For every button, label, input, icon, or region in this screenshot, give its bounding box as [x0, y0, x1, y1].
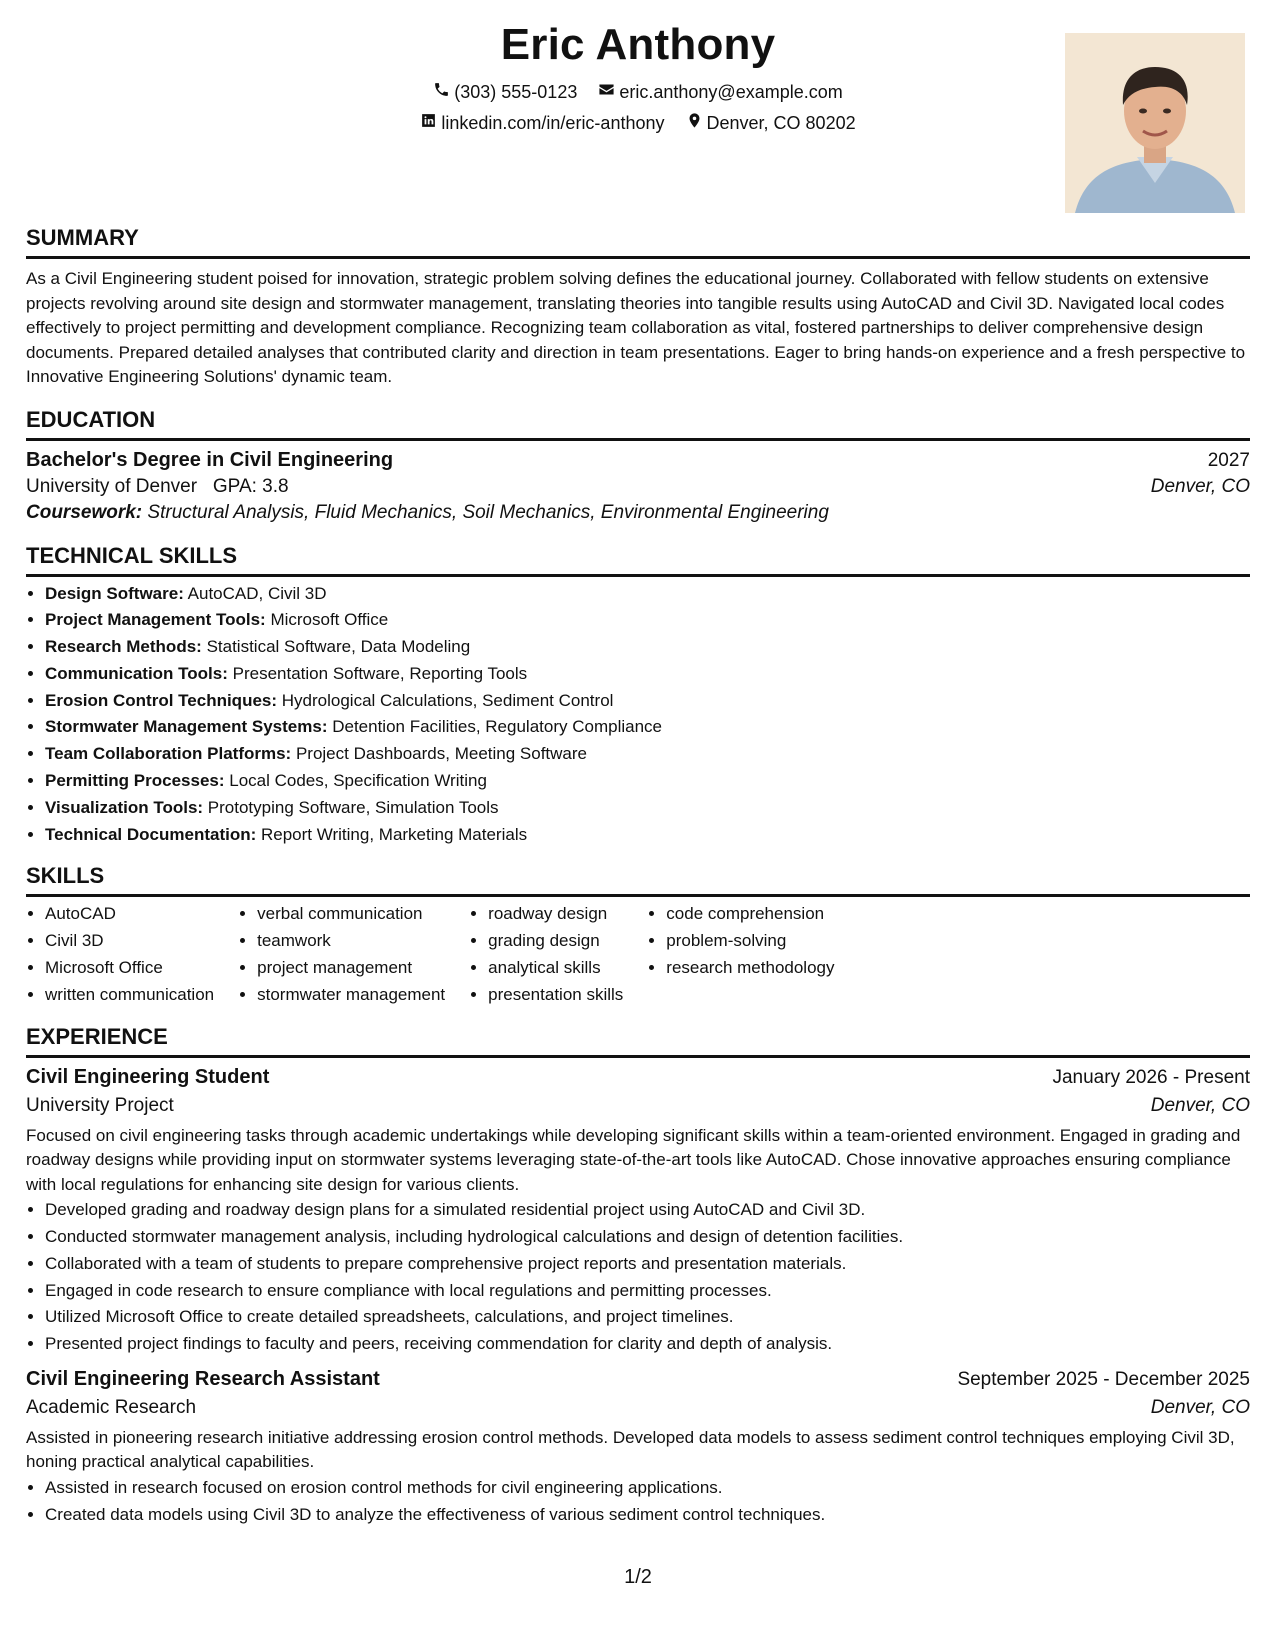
- job-org-row: [26, 1397, 1250, 1419]
- page-number: 1/2: [624, 1566, 652, 1588]
- email-contact[interactable]: [598, 80, 842, 104]
- skill-value: Report Writing, Marketing Materials: [261, 824, 528, 844]
- job-bullets: [26, 1197, 1250, 1358]
- technical-skills-list: [26, 581, 1250, 849]
- skill-label: Technical Documentation:: [45, 824, 257, 844]
- list-item: [45, 768, 1250, 795]
- list-item: • Microsoft Office: [45, 955, 214, 982]
- coursework-label: Coursework:: [26, 501, 143, 523]
- email-address[interactable]: eric.anthony@example.com: [619, 82, 843, 102]
- job-dates: January 2026 - Present: [1052, 1066, 1250, 1088]
- skills-column-3: [469, 901, 623, 1008]
- school-info: [26, 476, 289, 498]
- skill-label: Team Collaboration Platforms:: [45, 744, 292, 764]
- list-item: [45, 714, 1250, 741]
- list-item: [45, 661, 1250, 688]
- list-item: • research methodology: [666, 955, 834, 982]
- job-title-row: [26, 1066, 1250, 1089]
- graduation-year: 2027: [1207, 449, 1250, 471]
- skill-label: Permitting Processes:: [45, 771, 225, 791]
- summary-section: [26, 224, 1250, 390]
- list-item: • teamwork: [257, 928, 445, 955]
- coursework-list: Structural Analysis, Fluid Mechanics, Soil Mechanics, Environmental Engineering: [147, 501, 829, 523]
- education-heading: EDUCATION: [26, 406, 1250, 441]
- school-name: University of Denver: [26, 475, 198, 497]
- phone-contact: [433, 80, 577, 104]
- list-item: [45, 581, 1250, 608]
- list-item: • verbal communication: [257, 901, 445, 928]
- location-contact: [686, 111, 856, 135]
- skills-heading: SKILLS: [26, 862, 1250, 897]
- education-section: [26, 406, 1250, 524]
- list-item: • Civil 3D: [45, 928, 214, 955]
- list-item: [45, 822, 1250, 849]
- list-item: • Collaborated with a team of students to prepare comprehensive project reports and presentation materials.: [45, 1251, 1250, 1278]
- list-item: • problem-solving: [666, 928, 834, 955]
- phone-number: (303) 555-0123: [454, 82, 578, 102]
- skill-value: Statistical Software, Data Modeling: [206, 637, 471, 657]
- school-location: Denver, CO: [1150, 475, 1250, 497]
- skill-value: AutoCAD, Civil 3D: [187, 583, 327, 603]
- list-item: • Developed grading and roadway design plans for a simulated residential project using AutoCAD and Civil 3D.: [45, 1197, 1250, 1224]
- job-description: Focused on civil engineering tasks through academic undertakings while developing significant skills within a team-oriented environment. Engaged in grading and roadway designs while providing input on stormwater systems leveraging state-of-the-art tools like AutoCAD. Chose innovative approaches ensuring compliance with local regulations for enhancing site design for various clients.: [26, 1125, 1241, 1194]
- list-item: • Conducted stormwater management analysis, including hydrological calculations and design of detention facilities.: [45, 1224, 1250, 1251]
- job-dates: September 2025 - December 2025: [957, 1368, 1250, 1390]
- resume-page: [26, 0, 1250, 1650]
- linkedin-contact[interactable]: [420, 111, 664, 135]
- job-bullets: [26, 1475, 1250, 1529]
- list-item: [45, 688, 1250, 715]
- coursework-line: [26, 502, 1250, 524]
- skill-value: Detention Facilities, Regulatory Compliance: [332, 717, 662, 737]
- technical-skills-section: [26, 542, 1250, 849]
- job-title: Civil Engineering Student: [26, 1065, 270, 1088]
- envelope-icon: [598, 80, 615, 104]
- experience-heading: EXPERIENCE: [26, 1023, 1250, 1058]
- job-organization: Academic Research: [26, 1396, 197, 1418]
- list-item: [45, 795, 1250, 822]
- experience-section: [26, 1023, 1250, 1529]
- skill-label: Erosion Control Techniques:: [45, 690, 278, 710]
- job-org-row: [26, 1095, 1250, 1117]
- job-entry-2: [26, 1368, 1250, 1529]
- list-item: • presentation skills: [488, 982, 623, 1009]
- skill-label: Visualization Tools:: [45, 797, 204, 817]
- skills-column-2: [238, 901, 445, 1008]
- list-item: • Presented project findings to faculty and peers, receiving commendation for clarity and depth of analysis.: [45, 1331, 1250, 1358]
- technical-skills-heading: TECHNICAL SKILLS: [26, 542, 1250, 577]
- profile-photo: [1065, 33, 1245, 213]
- summary-text: As a Civil Engineering student poised for innovation, strategic problem solving defines the educational journey. Collaborated with fellow students on extensive projects revolving around site design and stormwater management, translating theories into tangible results using AutoCAD and Civil 3D. Navigated local codes effectively to project permitting and development compliance. Recognizing team collaboration as vital, fostered partnerships to deliver comprehensive design documents. Prepared detailed analyses that contributed clarity and direction in team presentations. Eager to bring hands-on experience and a fresh perspective to Innovative Engineering Solutions' dynamic team.: [26, 269, 1246, 386]
- skill-value: Microsoft Office: [270, 610, 389, 630]
- job-location: Denver, CO: [1150, 1094, 1250, 1116]
- list-item: • Created data models using Civil 3D to analyze the effectiveness of various sediment control techniques.: [45, 1502, 1250, 1529]
- skill-label: Communication Tools:: [45, 663, 228, 683]
- list-item: • Engaged in code research to ensure compliance with local regulations and permitting processes.: [45, 1278, 1250, 1305]
- list-item: • roadway design: [488, 901, 623, 928]
- education-degree-row: [26, 449, 1250, 472]
- job-description: Assisted in pioneering research initiative addressing erosion control methods. Developed data models to assess sediment control techniques employing Civil 3D, honing practical analytical capabilities.: [26, 1427, 1235, 1472]
- summary-heading: SUMMARY: [26, 224, 1250, 259]
- location-text: Denver, CO 80202: [706, 113, 856, 133]
- list-item: [45, 741, 1250, 768]
- list-item: [45, 607, 1250, 634]
- skills-section: [26, 862, 1250, 1008]
- skill-label: Research Methods:: [45, 637, 202, 657]
- skill-value: Presentation Software, Reporting Tools: [232, 663, 528, 683]
- skills-grid: [26, 901, 1250, 1008]
- education-school-row: [26, 476, 1250, 498]
- list-item: • grading design: [488, 928, 623, 955]
- linkedin-url[interactable]: linkedin.com/in/eric-anthony: [441, 113, 665, 133]
- job-title: Civil Engineering Research Assistant: [26, 1367, 380, 1390]
- job-title-row: [26, 1368, 1250, 1391]
- resume-header: [26, 0, 1250, 222]
- list-item: • AutoCAD: [45, 901, 214, 928]
- skill-value: Hydrological Calculations, Sediment Control: [281, 690, 614, 710]
- linkedin-icon: [420, 111, 437, 135]
- list-item: • analytical skills: [488, 955, 623, 982]
- skills-column-4: [647, 901, 834, 1008]
- skill-value: Local Codes, Specification Writing: [229, 771, 487, 791]
- list-item: • code comprehension: [666, 901, 834, 928]
- skills-column-1: [26, 901, 214, 1008]
- job-organization: University Project: [26, 1094, 174, 1116]
- skill-label: Design Software:: [45, 583, 184, 603]
- skill-value: Project Dashboards, Meeting Software: [295, 744, 587, 764]
- list-item: • Utilized Microsoft Office to create detailed spreadsheets, calculations, and project timelines.: [45, 1304, 1250, 1331]
- phone-icon: [433, 80, 450, 104]
- gpa: GPA: 3.8: [212, 475, 289, 497]
- map-pin-icon: [686, 111, 703, 135]
- skill-value: Prototyping Software, Simulation Tools: [207, 797, 499, 817]
- list-item: • written communication: [45, 982, 214, 1009]
- list-item: • Assisted in research focused on erosion control methods for civil engineering applications.: [45, 1475, 1250, 1502]
- list-item: • stormwater management: [257, 982, 445, 1009]
- list-item: • project management: [257, 955, 445, 982]
- degree-title: Bachelor's Degree in Civil Engineering: [26, 448, 394, 471]
- job-location: Denver, CO: [1150, 1396, 1250, 1418]
- candidate-name: Eric Anthony: [500, 20, 776, 69]
- list-item: [45, 634, 1250, 661]
- skill-label: Project Management Tools:: [45, 610, 266, 630]
- skill-label: Stormwater Management Systems:: [45, 717, 328, 737]
- job-entry-1: [26, 1066, 1250, 1358]
